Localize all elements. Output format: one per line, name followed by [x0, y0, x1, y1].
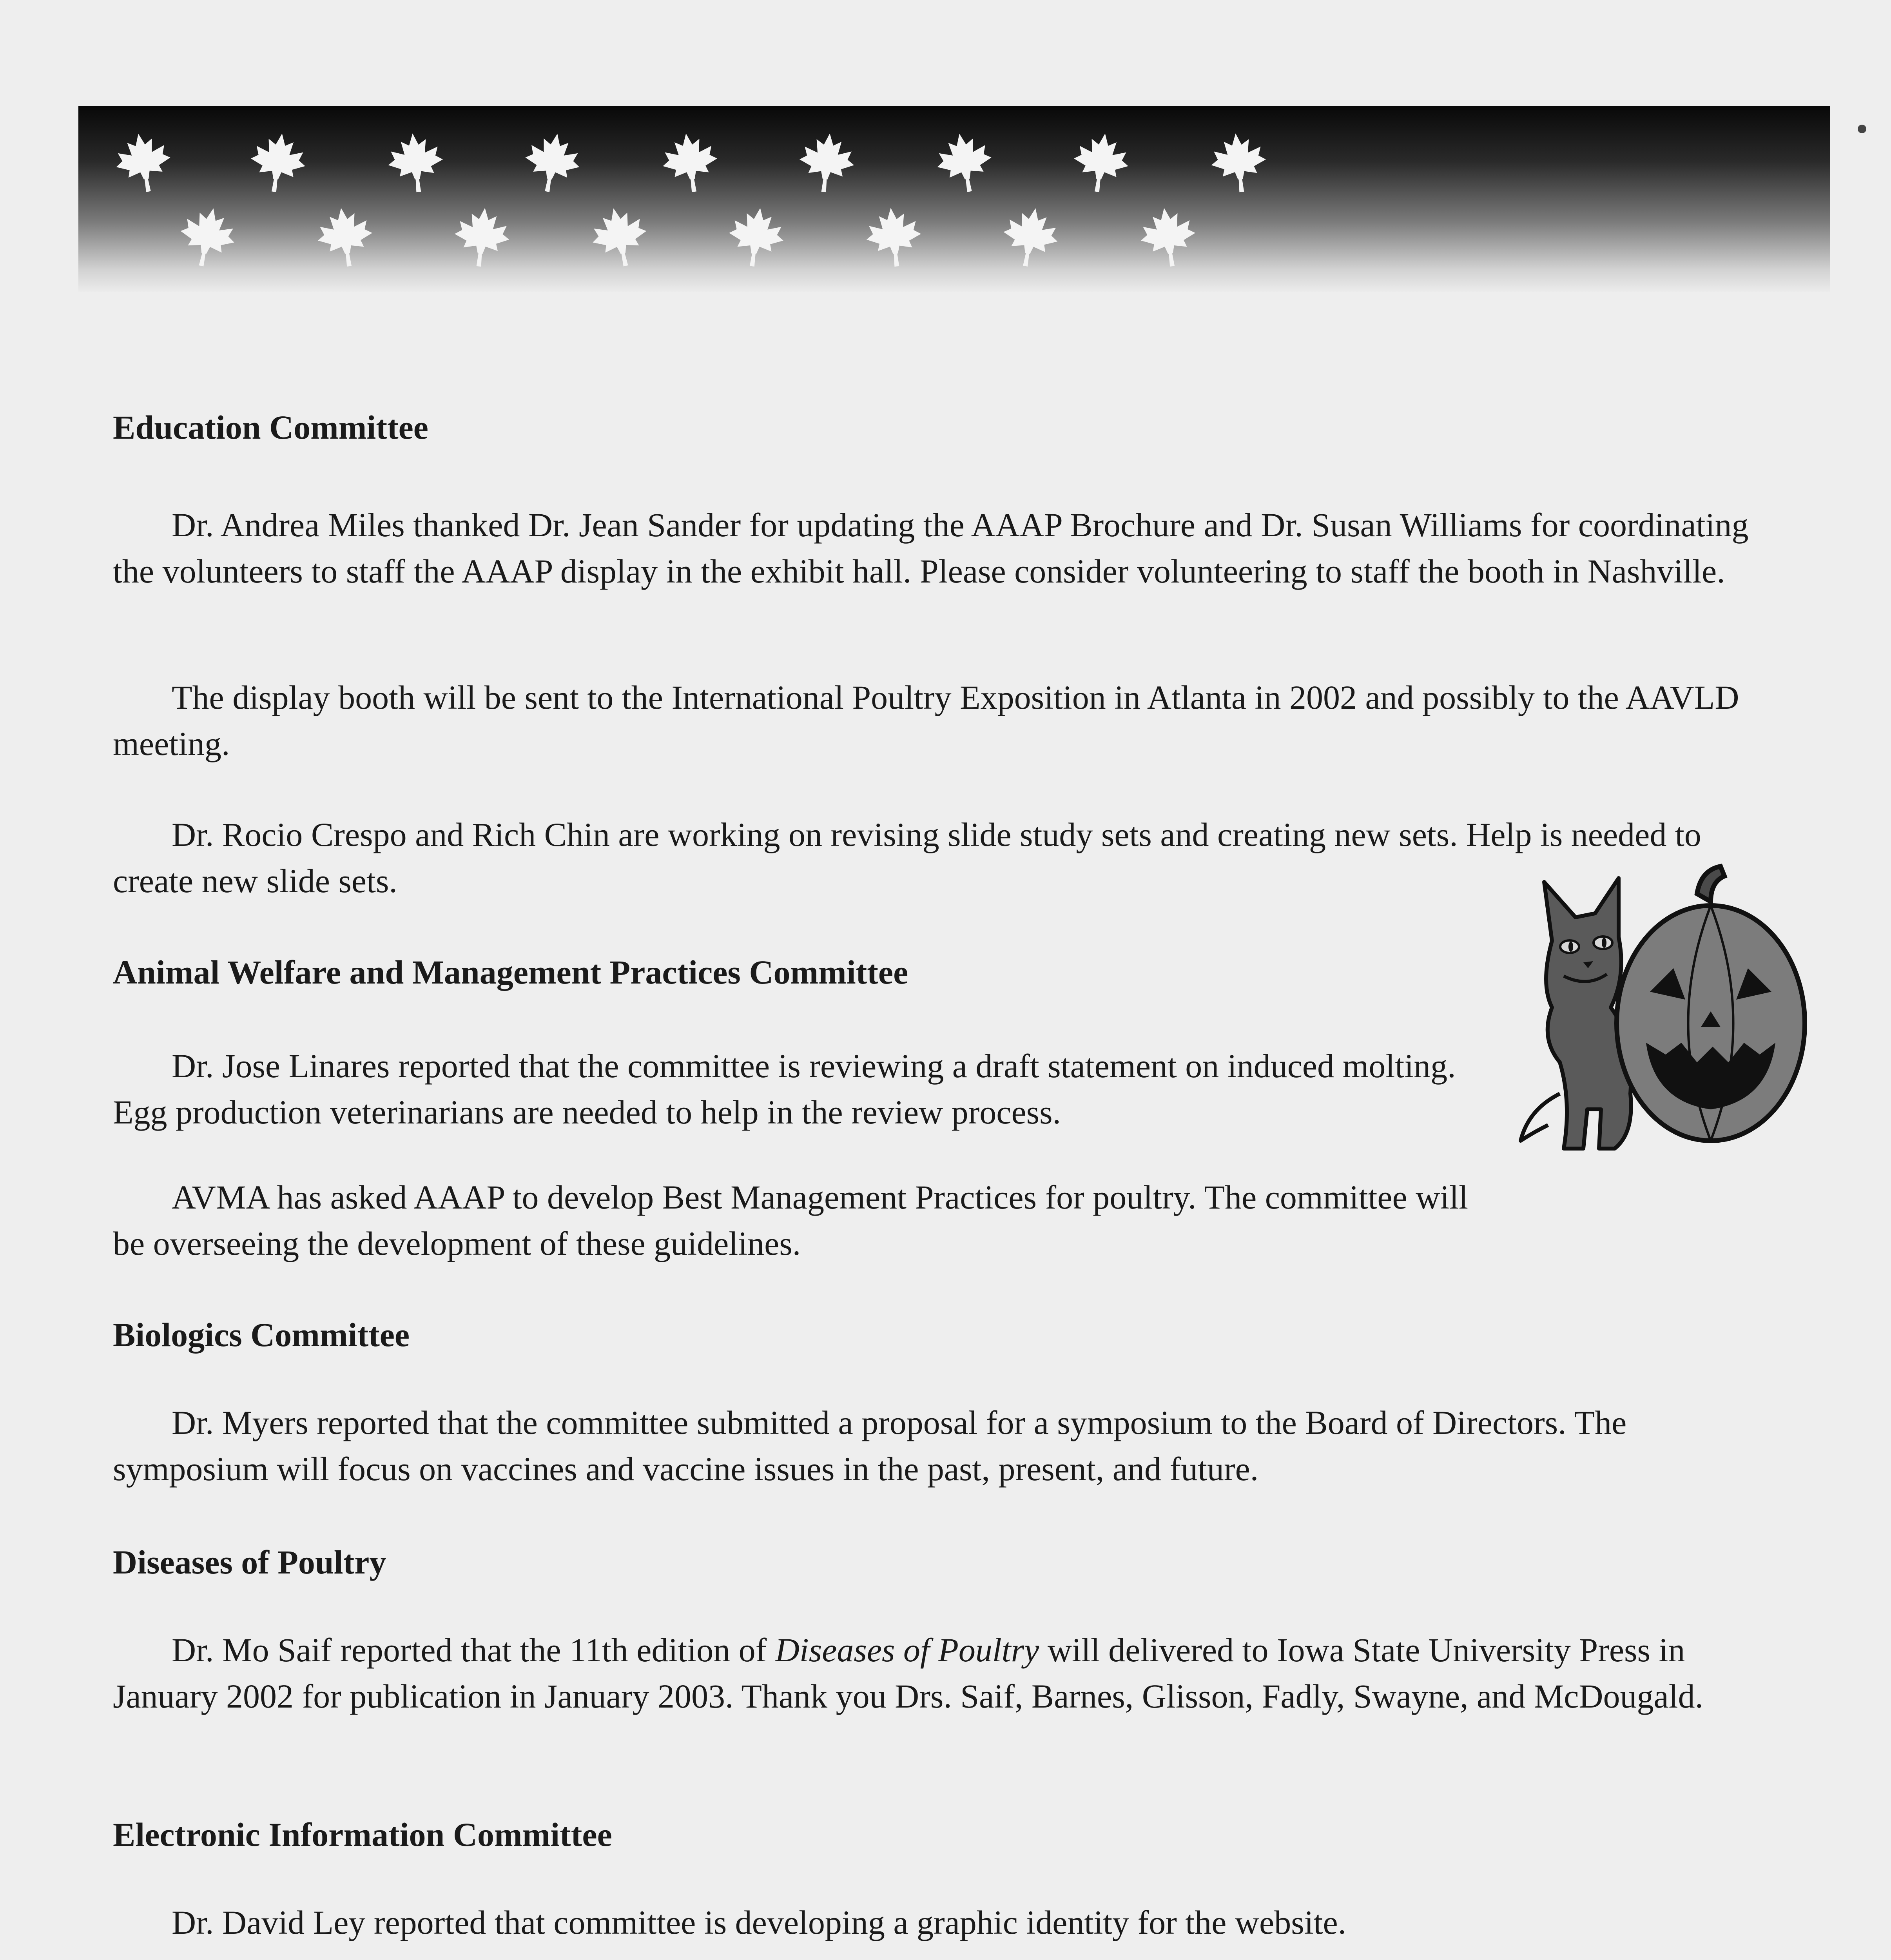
diseases-text-before: Dr. Mo Saif reported that the 11th edition of — [172, 1631, 775, 1669]
section-heading-diseases-of-poultry: Diseases of Poultry — [113, 1543, 386, 1581]
maple-leaf-icons-top-row — [111, 129, 1269, 196]
paragraph-electronic-information-1: Dr. David Ley reported that committee is developing a graphic identity for the website. — [172, 1904, 1347, 1941]
paragraph-education-3: Dr. Rocio Crespo and Rich Chin are working on revising slide study sets and creating new sets. Help is needed to create new slide sets. — [113, 816, 1701, 900]
book-title: Diseases of Poultry — [775, 1631, 1039, 1669]
paragraph-diseases-of-poultry-1 — [113, 1627, 1786, 1719]
paragraph-education-1: Dr. Andrea Miles thanked Dr. Jean Sander for updating the AAAP Brochure and Dr. Susan Williams for coordinating the volunteers to staff the AAAP display in the exhibit hall. Please consider volunteering to staff the booth in Nashville. — [113, 506, 1749, 590]
paragraph-biologics-1: Dr. Myers reported that the committee submitted a proposal for a symposium to the Board of Directors. The symposium will focus on vaccines and vaccine issues in the past, present, and future. — [113, 1404, 1627, 1488]
paragraph-education-2: The display booth will be sent to the International Poultry Exposition in Atlanta in 2002 and possibly to the AAVLD meeting. — [113, 679, 1739, 762]
paragraph-animal-welfare-1: Dr. Jose Linares reported that the committee is reviewing a draft statement on induced molting. Egg production veterinarians are needed to help in the review process. — [113, 1047, 1456, 1131]
section-heading-biologics: Biologics Committee — [113, 1316, 410, 1354]
cat-illustration — [1521, 878, 1631, 1149]
maple-leaf-banner — [78, 106, 1830, 292]
paragraph-animal-welfare-2: AVMA has asked AAAP to develop Best Management Practices for poultry. The committee will be overseeing the development of these guidelines. — [113, 1178, 1469, 1262]
section-heading-education: Education Committee — [113, 408, 428, 446]
diseases-text-after: will delivered to Iowa State University Press in January 2002 for publication in January 2003. Thank you Drs. Saif, Barnes, Glisson, Fadly, Swayne, and McDougald. — [113, 1631, 1704, 1715]
maple-leaf-row — [78, 106, 1830, 292]
section-heading-animal-welfare: Animal Welfare and Management Practices Committee — [113, 953, 908, 991]
halloween-cat-and-pumpkin-illustration — [1517, 858, 1807, 1156]
maple-leaf-icons-bottom-row — [174, 203, 1200, 272]
margin-dot — [1858, 125, 1866, 133]
section-heading-electronic-information: Electronic Information Committee — [113, 1816, 612, 1853]
